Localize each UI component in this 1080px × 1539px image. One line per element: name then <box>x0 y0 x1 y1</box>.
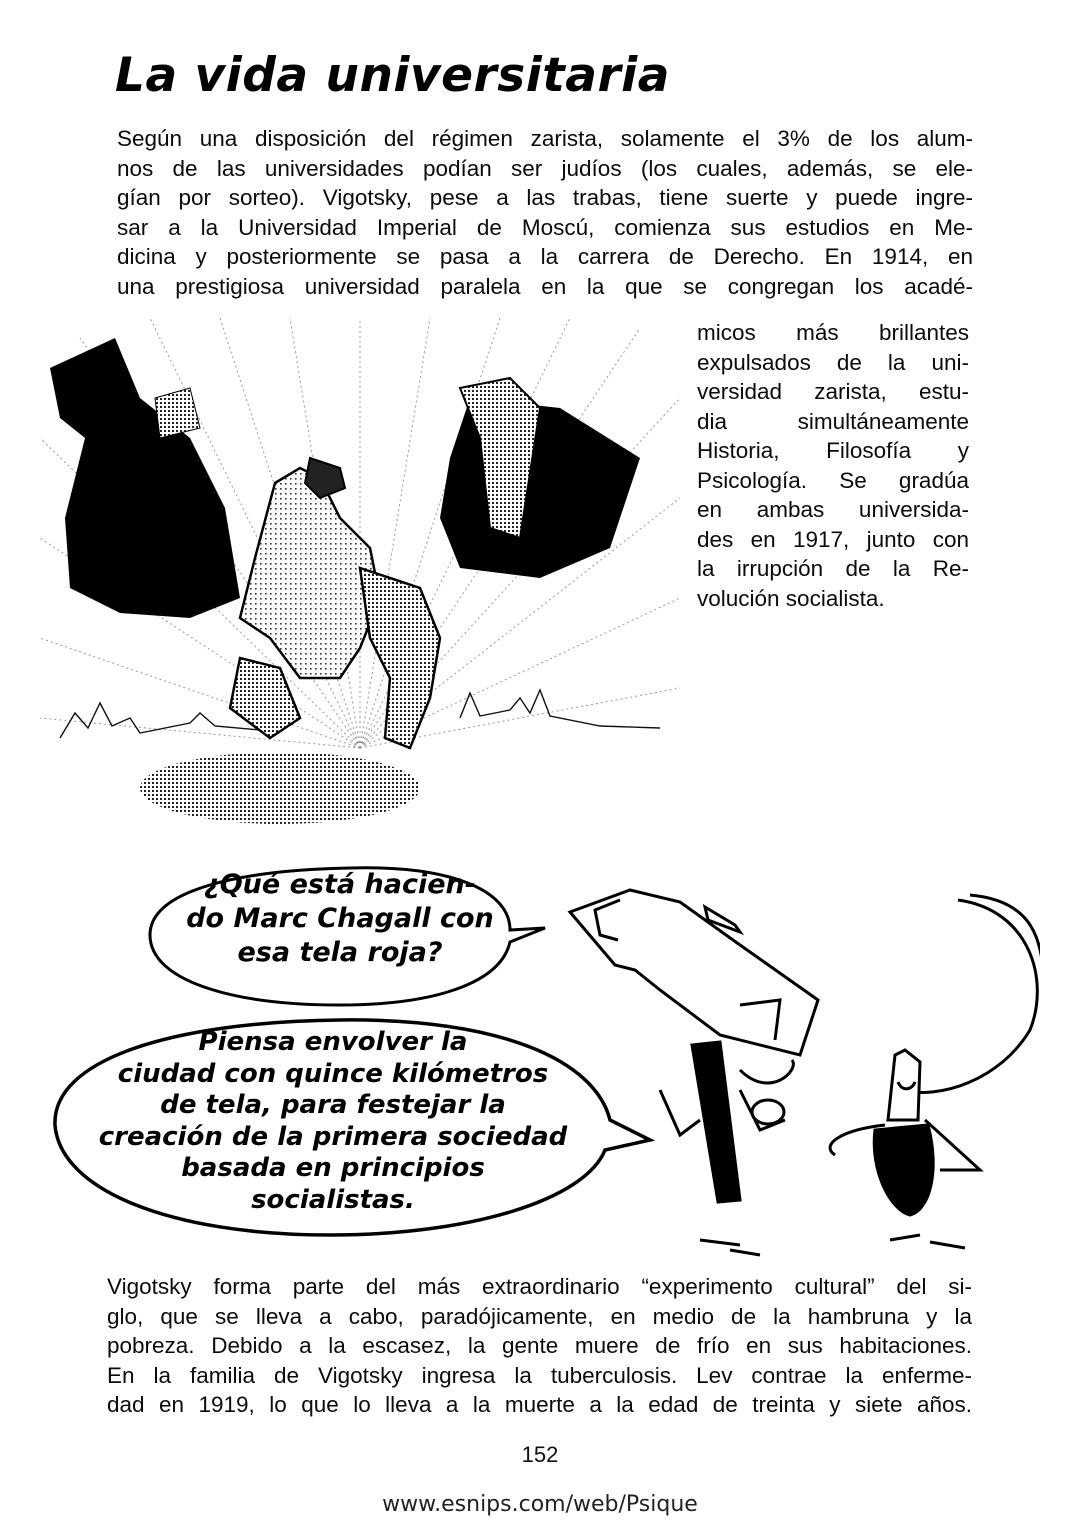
text-line: pobreza. Debido a la escasez, la gente muere de frío en sus habitaciones. <box>107 1333 972 1358</box>
text-line: nos de las universidades podían ser judíos (los cuales, además, se ele- <box>117 155 973 181</box>
student-caricature-illustration <box>40 318 680 828</box>
text-line: expulsados de la uni- <box>697 349 969 375</box>
text-line: Historia, Filosofía y <box>697 438 969 463</box>
sickle-character <box>830 895 1040 1248</box>
text-line: dia simultáneamente <box>697 408 969 434</box>
text-line: dicina y posteriormente se pasa a la carrera de Derecho. En 1914, en <box>117 244 973 269</box>
hammer-character <box>570 890 818 1255</box>
bubble-line: de tela, para festejar la <box>160 1090 506 1120</box>
text-line: des en 1917, junto con <box>697 526 969 552</box>
page-number: 152 <box>521 1442 559 1467</box>
bubble-line: Piensa envolver la <box>198 1027 468 1057</box>
bubble-line: basada en principios <box>181 1153 485 1183</box>
bubble-line: creación de la primera sociedad <box>98 1121 568 1152</box>
side-paragraph <box>697 318 969 613</box>
text-line: volución socialista. <box>697 585 885 611</box>
text-line: Vigotsky forma parte del más extraordinario “experimento cultural” del si- <box>107 1274 972 1299</box>
text-line: sar a la Universidad Imperial de Moscú, comienza sus estudios en Me- <box>117 214 973 240</box>
bubble-line: ¿Qué está hacien- <box>204 869 476 900</box>
text-line: en ambas universida- <box>697 497 969 522</box>
footer-url: www.esnips.com/web/Psique <box>382 1492 698 1517</box>
text-line: gían por sorteo). Vigotsky, pese a las trabas, tiene suerte y puede ingre- <box>117 185 973 210</box>
text-line: una prestigiosa universidad paralela en la que se congregan los acadé- <box>117 273 973 299</box>
text-line: Según una disposición del régimen zarista, solamente el 3% de los alum- <box>117 126 973 151</box>
bubble-line: ciudad con quince kilómetros <box>117 1058 549 1089</box>
text-line: glo, que se lleva a cabo, paradójicamente, en medio de la hambruna y la <box>107 1303 972 1329</box>
speech-bubble-question <box>170 868 510 970</box>
bubble-line: socialistas. <box>251 1184 415 1215</box>
bubble-line: esa tela roja? <box>237 937 443 968</box>
bubble-line: do Marc Chagall con <box>186 903 494 934</box>
text-line: Psicología. Se gradúa <box>697 467 969 493</box>
speech-bubble-answer <box>78 1027 588 1216</box>
text-line: dad en 1919, lo que lo lleva a la muerte a la edad de treinta y siete años. <box>107 1392 972 1417</box>
text-line: versidad zarista, estu- <box>697 379 969 404</box>
closing-paragraph <box>107 1272 972 1420</box>
page-title: La vida universitaria <box>115 48 670 103</box>
text-line: la irrupción de la Re- <box>697 556 969 581</box>
text-line: En la familia de Vigotsky ingresa la tuberculosis. Lev contrae la enferme- <box>107 1362 972 1388</box>
text-line: micos más brillantes <box>697 320 969 345</box>
intro-paragraph <box>117 124 973 301</box>
